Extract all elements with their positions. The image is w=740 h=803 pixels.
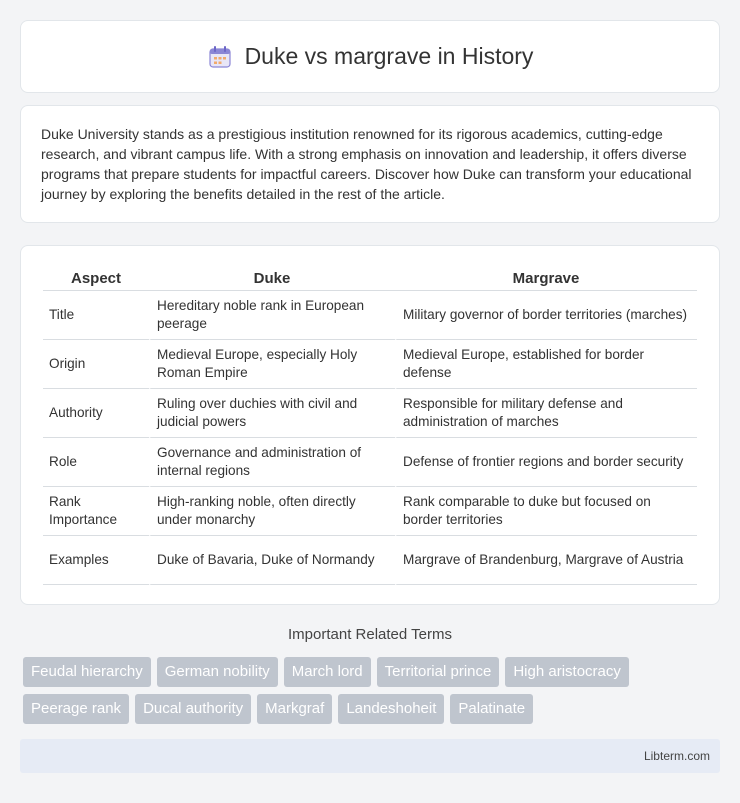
cell-margrave: Rank comparable to duke but focused on border territories: [395, 487, 697, 536]
page-title: Duke vs margrave in History: [244, 43, 534, 69]
tag-feudal-hierarchy[interactable]: Feudal hierarchy: [23, 657, 151, 687]
cell-margrave: Margrave of Brandenburg, Margrave of Austria: [395, 536, 697, 585]
table-row: [43, 487, 697, 536]
cell-aspect: Title: [43, 291, 149, 340]
comparison-table-card: [20, 245, 720, 605]
cell-aspect: Origin: [43, 340, 149, 389]
footer: [20, 739, 720, 773]
cell-duke: Ruling over duchies with civil and judicial powers: [149, 389, 395, 438]
cell-duke: High-ranking noble, often directly under monarchy: [149, 487, 395, 536]
cell-duke: Hereditary noble rank in European peerage: [149, 291, 395, 340]
tag-landeshoheit[interactable]: Landeshoheit: [338, 694, 444, 724]
table-row: [43, 291, 697, 340]
tag-ducal-authority[interactable]: Ducal authority: [135, 694, 251, 724]
cell-duke: Governance and administration of internal regions: [149, 438, 395, 487]
tag-territorial-prince[interactable]: Territorial prince: [377, 657, 500, 687]
table-row: [43, 340, 697, 389]
table-row: [43, 536, 697, 585]
intro-text: Duke University stands as a prestigious institution renowned for its rigorous academics, cutting-edge research, and vibrant campus life. With a strong emphasis on innovation and leadership, it offers diverse programs that prepare students for impactful careers. Discover how Duke can transform your educational journey by exploring the benefits detailed in the rest of the article.: [41, 126, 692, 202]
cell-margrave: Medieval Europe, established for border defense: [395, 340, 697, 389]
header-aspect: Aspect: [43, 264, 149, 291]
table-row: [43, 438, 697, 487]
table-header-row: [43, 264, 697, 291]
cell-margrave: Defense of frontier regions and border security: [395, 438, 697, 487]
title-wrap: [207, 43, 534, 70]
cell-margrave: Responsible for military defense and administration of marches: [395, 389, 697, 438]
cell-aspect: Examples: [43, 536, 149, 585]
footer-brand: Libterm.com: [643, 749, 710, 763]
cell-duke: Duke of Bavaria, Duke of Normandy: [149, 536, 395, 585]
tag-march-lord[interactable]: March lord: [284, 657, 371, 687]
tag-peerage-rank[interactable]: Peerage rank: [23, 694, 129, 724]
related-terms-list: [23, 657, 723, 724]
tag-markgraf[interactable]: Markgraf: [257, 694, 332, 724]
tag-high-aristocracy[interactable]: High aristocracy: [505, 657, 629, 687]
table-row: [43, 389, 697, 438]
header-card: [20, 20, 720, 93]
cell-aspect: Rank Importance: [43, 487, 149, 536]
comparison-table: [43, 264, 697, 585]
header-margrave: Margrave: [395, 264, 697, 291]
header-duke: Duke: [149, 264, 395, 291]
tag-palatinate[interactable]: Palatinate: [450, 694, 533, 724]
cell-margrave: Military governor of border territories (marches): [395, 291, 697, 340]
related-terms-title: Important Related Terms: [288, 626, 452, 643]
calendar-icon: [207, 44, 233, 70]
intro-card: [20, 105, 720, 223]
cell-aspect: Role: [43, 438, 149, 487]
cell-aspect: Authority: [43, 389, 149, 438]
cell-duke: Medieval Europe, especially Holy Roman Empire: [149, 340, 395, 389]
tag-german-nobility[interactable]: German nobility: [157, 657, 278, 687]
